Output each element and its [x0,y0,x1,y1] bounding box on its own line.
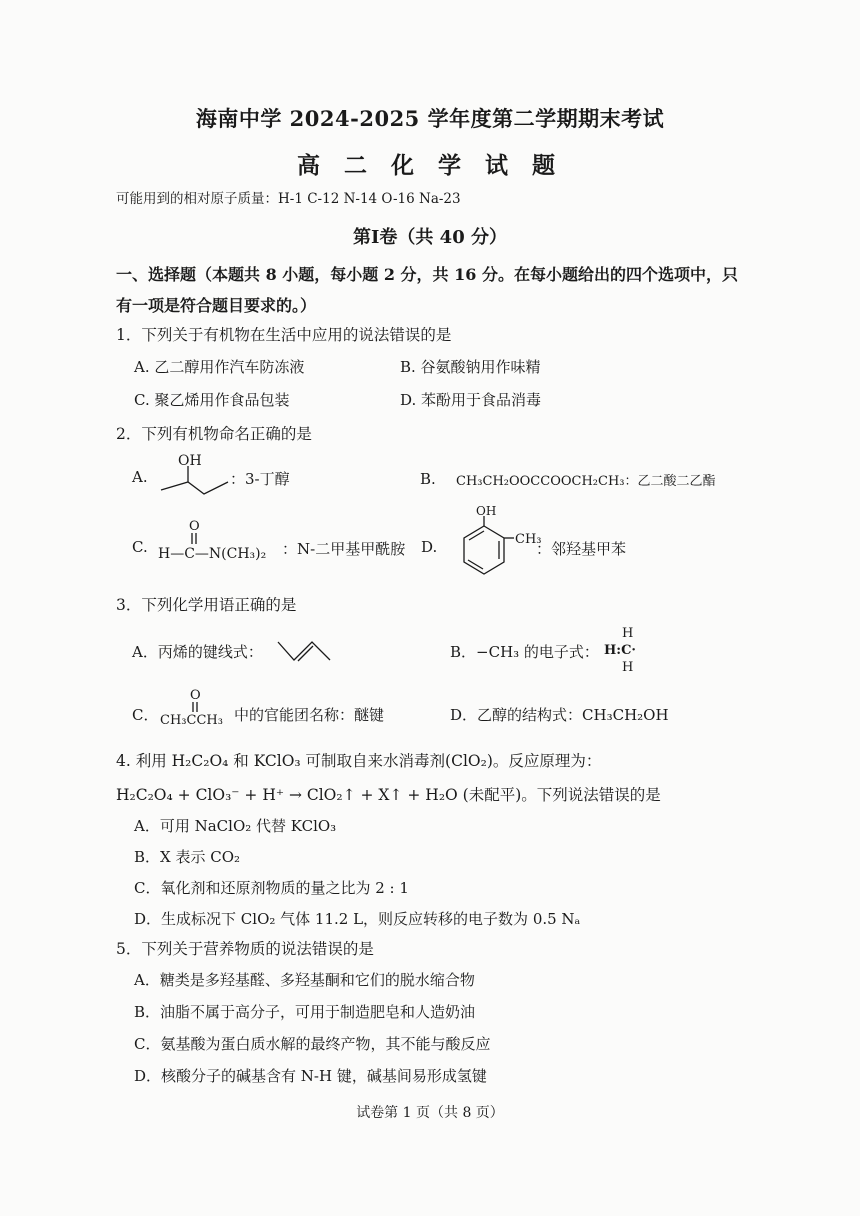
q5-option-c: C．氨基酸为蛋白质水解的最终产物，其不能与酸反应 [134,1035,491,1053]
q2-option-b-label: B. [420,470,436,488]
q4-option-a: A．可用 NaClO₂ 代替 KClO₃ [134,817,337,835]
q3-option-c-text: 中的官能团名称：醚键 [234,706,385,724]
q3-b-electron-formula: H:C· [604,643,636,658]
q2-option-b-formula: CH₃CH₂OOCCOOCH₂CH₃：乙二酸二乙酯 [456,474,716,489]
q1-option-c: C. 聚乙烯用作食品包装 [134,391,290,409]
q1-option-b: B. 谷氨酸钠用作味精 [400,358,541,376]
q2-stem: 2．下列有机物命名正确的是 [116,425,312,443]
q5-option-d: D．核酸分子的碱基含有 N-H 键，碱基间易形成氢键 [134,1067,487,1085]
q4-equation: H₂C₂O₄ + ClO₃⁻ + H⁺ → ClO₂↑ + X↑ + H₂O (未配平)。下列说法错误的是 [116,786,661,804]
q4-option-c: C．氧化剂和还原剂物质的量之比为 2 : 1 [134,879,409,897]
q4-stem: 4. 利用 H₂C₂O₄ 和 KClO₃ 可制取自来水消毒剂(ClO₂)。反应原理为： [116,752,602,770]
q2-c-structure [152,517,302,567]
q4-option-d: D．生成标况下 ClO₂ 气体 11.2 L，则反应转移的电子数为 0.5 Nₐ [134,910,581,928]
q3-option-d: D．乙醇的结构式：CH₃CH₂OH [450,706,669,724]
q5-option-b: B．油脂不属于高分子，可用于制造肥皂和人造奶油 [134,1003,476,1021]
q3-c-formula: CH₃CCH₃ [160,713,223,728]
q2-option-a-name: ：3-丁醇 [230,470,290,488]
q3-option-b-prefix: B．−CH₃ 的电子式： [450,643,599,661]
part-heading: 第Ⅰ卷（共 40 分） [352,227,507,248]
q2-c-o-label: O [189,519,200,534]
q2-d-oh-label: OH [476,504,497,518]
q2-a-oh-label: OH [178,453,202,469]
q2-option-c-label: C. [132,538,148,556]
q5-option-a: A．糖类是多羟基醛、多羟基酮和它们的脱水缩合物 [134,971,475,989]
q3-option-c-label: C． [132,706,159,724]
exam-subtitle: 高 二 化 学 试 题 [296,152,564,179]
section-heading-line2: 有一项是符合题目要求的。） [116,296,317,315]
q2-a-skeletal-structure [158,452,228,497]
q1-stem: 1．下列关于有机物在生活中应用的说法错误的是 [116,326,452,344]
q3-option-a: A．丙烯的键线式： [132,643,263,661]
q2-option-d-label: D. [421,538,438,556]
q4-option-b: B．X 表示 CO₂ [134,848,241,866]
page-footer: 试卷第 1 页（共 8 页） [356,1105,504,1121]
q2-option-a-label: A. [132,468,148,486]
q5-stem: 5．下列关于营养物质的说法错误的是 [116,940,374,958]
q2-d-ch3-label: CH₃ [515,532,542,547]
section-heading-line1: 一、选择题（本题共 8 小题，每小题 2 分，共 16 分。在每小题给出的四个选项中，只 [116,265,738,284]
q1-option-d: D. 苯酚用于食品消毒 [400,391,542,409]
q2-option-c-name: ：N-二甲基甲酰胺 [282,540,406,558]
q3-c-acetone-structure [158,686,238,730]
q1-option-a: A. 乙二醇用作汽车防冻液 [134,358,305,376]
q3-a-bond-line-structure [276,636,336,666]
q2-option-d-name: ：邻羟基甲苯 [536,540,627,558]
atomic-masses: 可能用到的相对原子质量：H-1 C-12 N-14 O-16 Na-23 [116,191,461,207]
q3-b-h-bottom: H [622,660,634,675]
q2-c-formula: H—C—N(CH₃)₂ [158,546,267,562]
q3-c-o-label: O [190,688,201,703]
q3-stem: 3．下列化学用语正确的是 [116,596,297,614]
q3-b-h-top: H [622,626,634,641]
exam-title: 海南中学 2024-2025 学年度第二学期期末考试 [195,106,665,131]
